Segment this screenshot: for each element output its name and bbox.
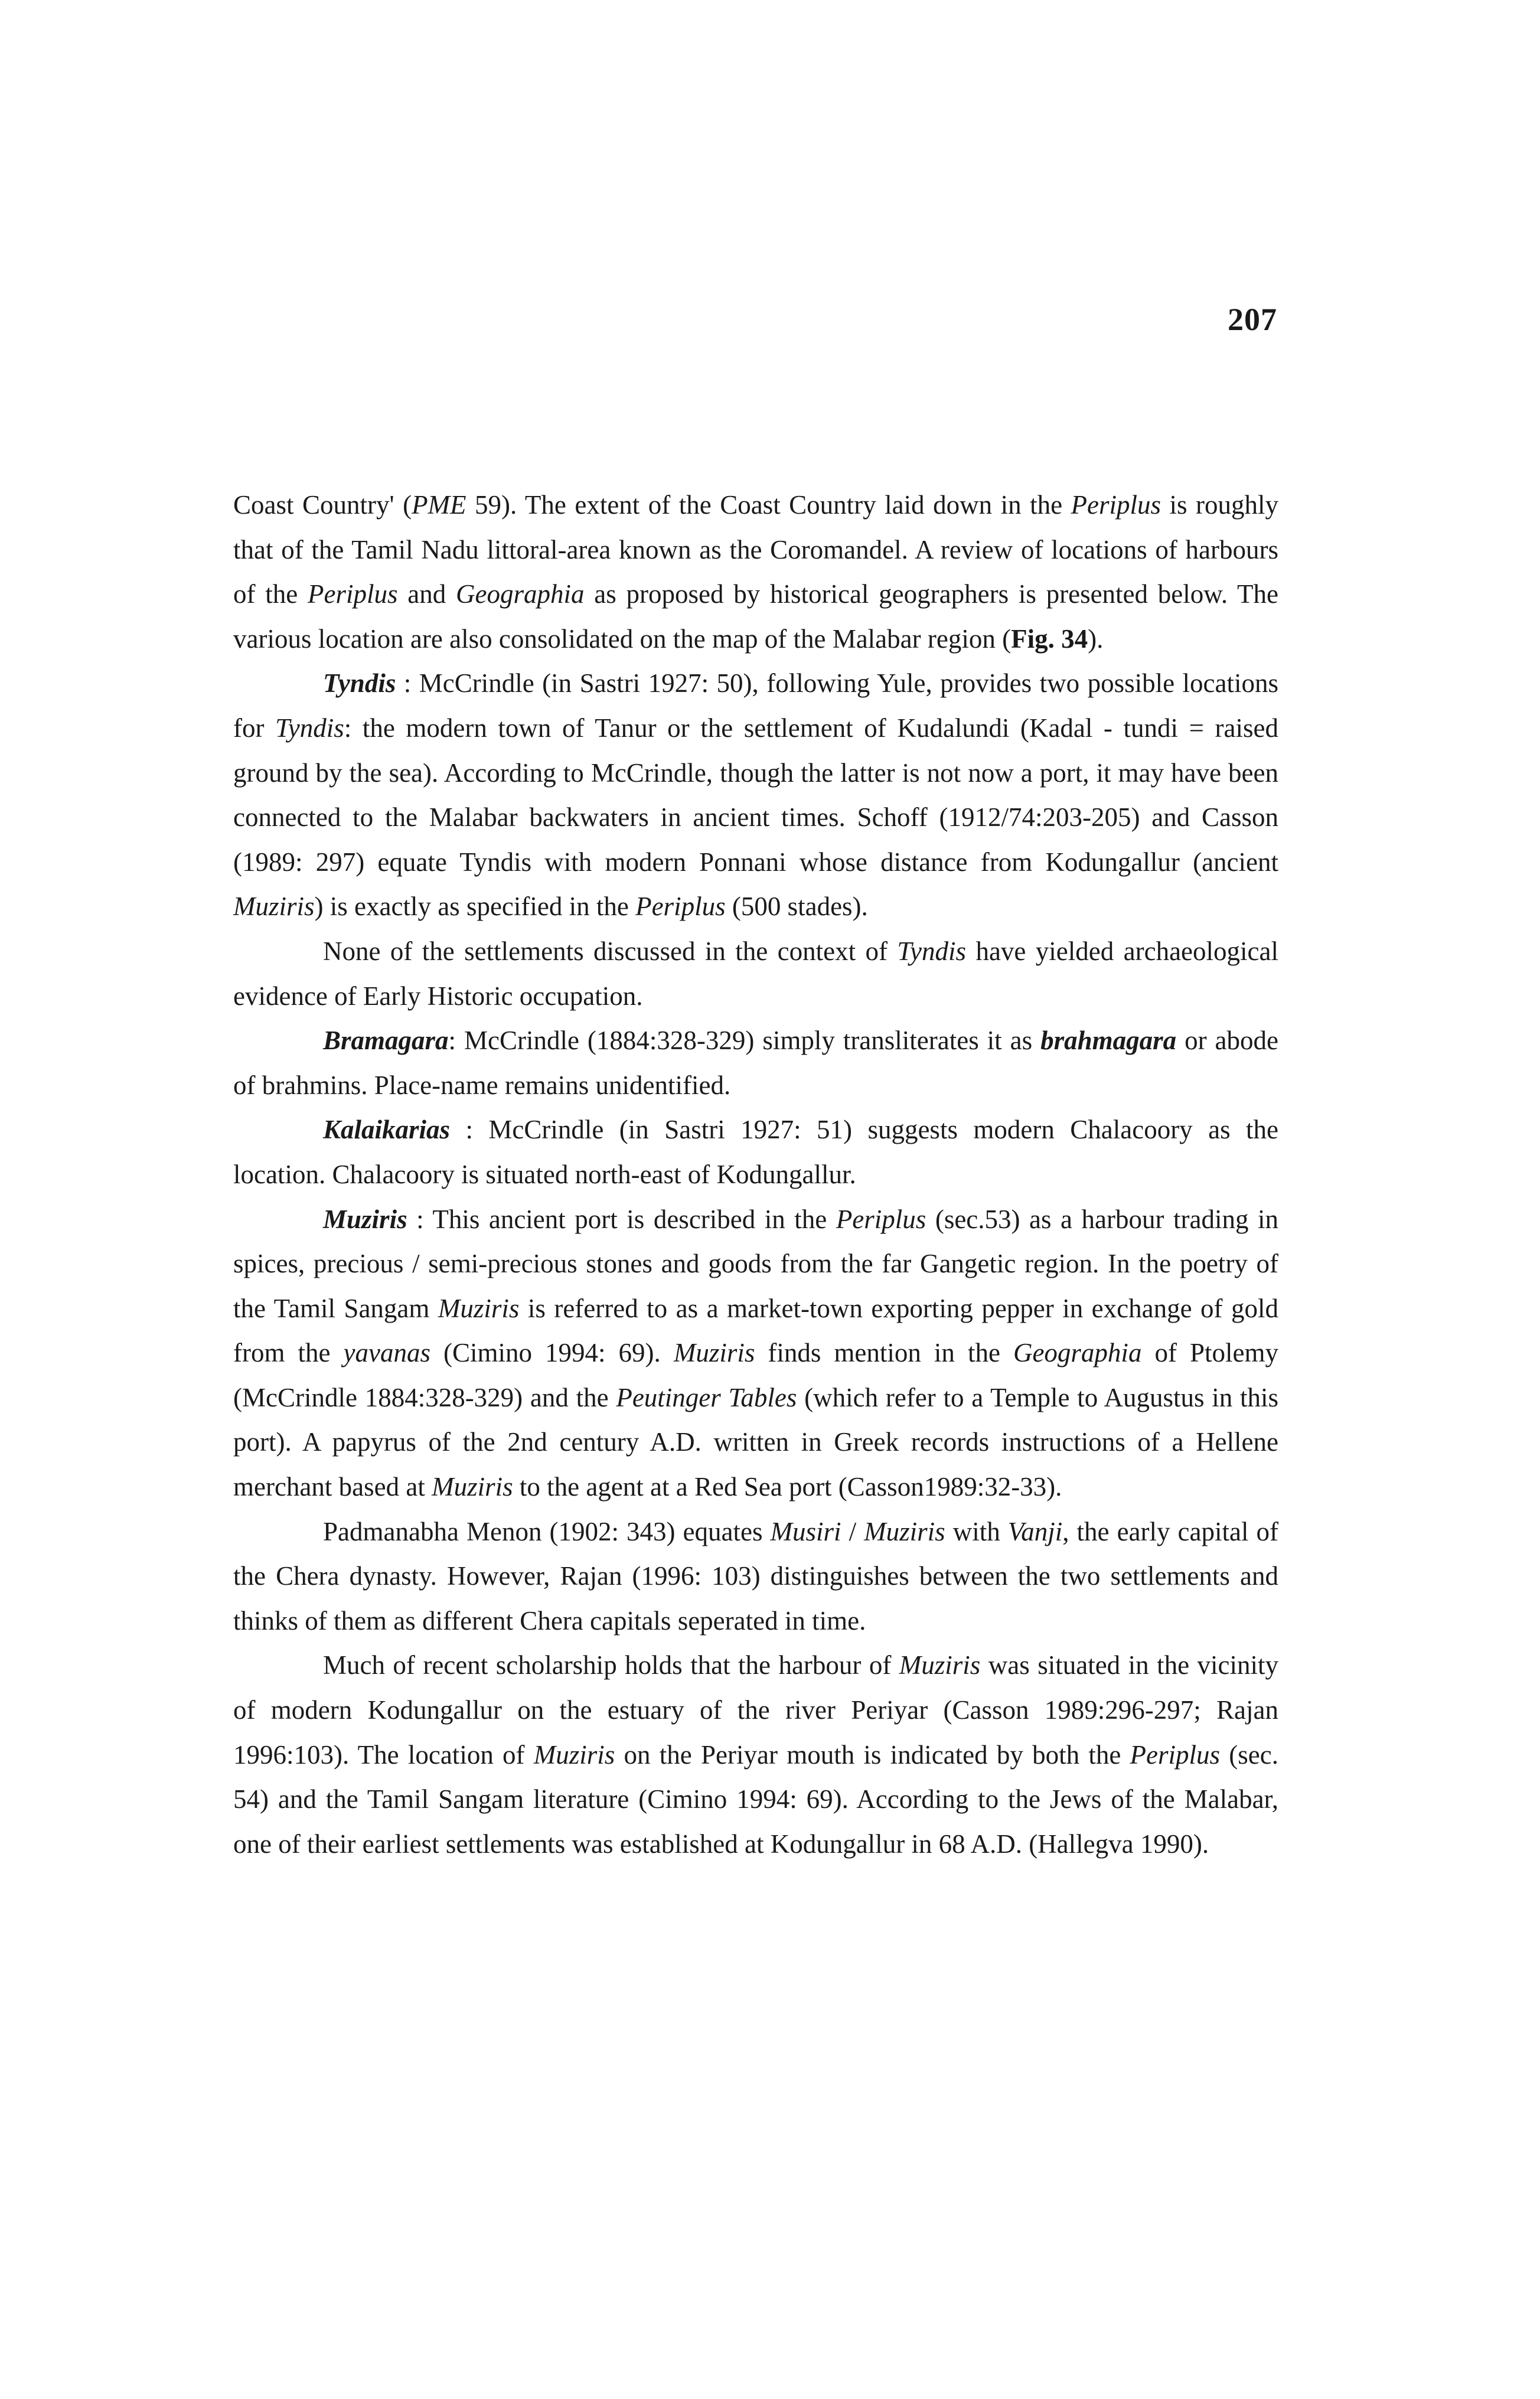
text-run: on the Periyar mouth is indicated by both the [615, 1739, 1130, 1770]
text-run: or abode of brahmins. Place-name remains unidentified. [233, 1026, 1278, 1100]
italic-run: Muziris [432, 1472, 513, 1502]
text-run: with [945, 1516, 1008, 1546]
italic-run: Musiri [770, 1516, 841, 1546]
italic-run: Muziris [673, 1338, 755, 1368]
text-run: : McCrindle (in Sastri 1927: 51) suggests modern Chalacoory as the location. Chalacoory is situated north-east of Kodungallur. [233, 1115, 1278, 1189]
text-run: : the modern town of Tanur or the settlement of Kudalundi (Kadal - tundi = raised ground by the sea). According to McCrindle, though the latter is not now a port, it may have been connected to the Malabar backwaters in ancient times. Schoff (1912/74:203-205) and Casson (1989: 297) equate Tyndis with modern Ponnani whose distance from Kodungallur (ancient [233, 713, 1278, 877]
text-run: of Ptolemy (McCrindle 1884:328-329) and the [233, 1338, 1278, 1412]
text-run: : McCrindle (in Sastri 1927: 50), following Yule, provides two possible locations for [233, 668, 1278, 743]
italic-run: Muziris [438, 1293, 520, 1323]
bold-italic-run: Muziris [323, 1204, 407, 1234]
text-run: (which refer to a Temple to Augustus in this port). A papyrus of the 2nd century A.D. written in Greek records instructions of a Hellene merchant based at [233, 1382, 1278, 1502]
italic-run: Periplus [1071, 490, 1161, 520]
paragraph [233, 1643, 1278, 1866]
text-run: (sec.53) as a harbour trading in spices, precious / semi-precious stones and goods from the far Gangetic region. In the poetry of the Tamil Sangam [233, 1204, 1278, 1323]
italic-run: Geographia [455, 579, 585, 609]
italic-run: Periplus [836, 1204, 926, 1234]
italic-run: Muziris [533, 1739, 615, 1770]
italic-run: Vanji [1007, 1516, 1063, 1546]
paragraph [233, 661, 1278, 929]
paragraph [233, 1510, 1278, 1644]
text-run: None of the settlements discussed in the context of [323, 936, 898, 966]
page-number: 207 [1228, 302, 1277, 337]
body-text [233, 483, 1278, 1866]
text-run: is roughly that of the Tamil Nadu littoral-area known as the Coromandel. A review of locations of harbours of the [233, 490, 1278, 609]
text-run: ). [1088, 624, 1104, 654]
italic-run: Peutinger Tables [616, 1382, 797, 1412]
text-run: 59). The extent of the Coast Country laid down in the [466, 490, 1071, 520]
italic-run: Periplus [635, 892, 726, 922]
italic-run: Muziris [864, 1516, 945, 1546]
text-run: : This ancient port is described in the [407, 1204, 836, 1234]
bold-italic-run: Tyndis [323, 668, 396, 699]
text-run: as proposed by historical geographers is presented below. The various location are also consolidated on the map of the Malabar region ( [233, 579, 1278, 654]
text-run: have yielded archaeological evidence of Early Historic occupation. [233, 936, 1278, 1011]
text-run: finds mention in the [755, 1338, 1013, 1368]
paragraph [233, 483, 1278, 661]
text-run: to the agent at a Red Sea port (Casson1989:32-33). [513, 1472, 1062, 1502]
paragraph [233, 1108, 1278, 1197]
text-run: was situated in the vicinity of modern Kodungallur on the estuary of the river Periyar (Casson 1989:296-297; Rajan 1996:103). The location of [233, 1650, 1278, 1770]
text-run: Much of recent scholarship holds that the harbour of [323, 1650, 899, 1680]
text-run: Padmanabha Menon (1902: 343) equates [323, 1516, 771, 1546]
italic-run: Periplus [307, 579, 398, 609]
italic-run: yavanas [343, 1338, 430, 1368]
text-run: / [841, 1516, 864, 1546]
bold-italic-run: Bramagara [323, 1026, 449, 1056]
text-run: ) is exactly as specified in the [314, 892, 636, 922]
text-run: (500 stades). [725, 892, 868, 922]
text-run: (Cimino 1994: 69). [430, 1338, 674, 1368]
italic-run: Tyndis [275, 713, 344, 743]
bold-run: Fig. 34 [1011, 624, 1088, 654]
bold-italic-run: brahmagara [1040, 1026, 1177, 1056]
paragraph [233, 1197, 1278, 1510]
italic-run: Geographia [1013, 1338, 1142, 1368]
text-run: : McCrindle (1884:328-329) simply transliterates it as [448, 1026, 1041, 1056]
italic-run: Muziris [899, 1650, 981, 1680]
italic-run: Muziris [233, 892, 315, 922]
italic-run: Periplus [1130, 1739, 1221, 1770]
text-run: Coast Country' ( [233, 490, 412, 520]
text-run: , the early capital of the Chera dynasty. However, Rajan (1996: 103) distinguishes between the two settlements and thinks of them as different Chera capitals seperated in time. [233, 1516, 1278, 1636]
text-run: is referred to as a market-town exporting pepper in exchange of gold from the [233, 1293, 1278, 1368]
text-run: (sec. 54) and the Tamil Sangam literature (Cimino 1994: 69). According to the Jews of the Malabar, one of their earliest settlements was established at Kodungallur in 68 A.D. (Hallegva 1990). [233, 1739, 1278, 1859]
paragraph [233, 929, 1278, 1019]
paragraph [233, 1019, 1278, 1108]
italic-run: PME [412, 490, 466, 520]
text-run: and [397, 579, 456, 609]
bold-italic-run: Kalaikarias [323, 1115, 451, 1145]
italic-run: Tyndis [897, 936, 967, 966]
